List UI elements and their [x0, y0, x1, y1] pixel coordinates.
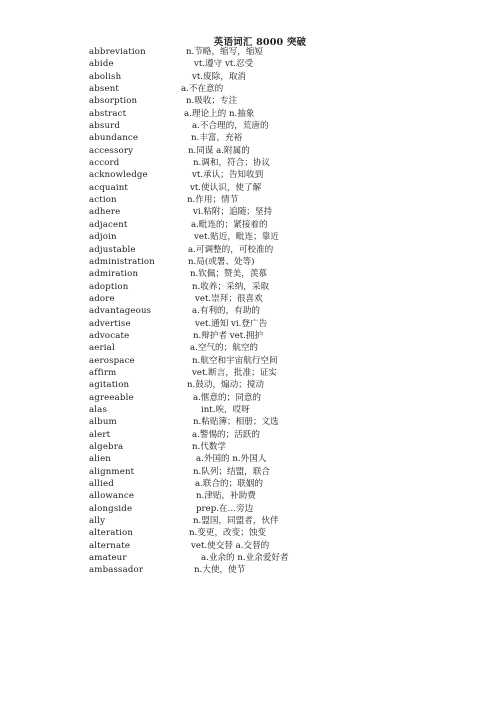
vocab-entry: [89, 342, 469, 354]
vocab-entry: [89, 478, 469, 490]
vocab-definition: a.联合的；联姻的: [195, 479, 264, 490]
vocab-entry: [89, 219, 469, 231]
vocab-entry: [89, 182, 469, 194]
vocabulary-list: [89, 46, 469, 577]
vocab-word: advantageous: [89, 306, 152, 317]
vocab-entry: [89, 206, 469, 218]
vocab-definition: n.节略，缩写，缩短: [186, 47, 264, 57]
vocab-word: allowance: [89, 491, 135, 502]
vocab-word: agreeable: [89, 392, 134, 403]
vocab-definition: a.不在意的: [181, 84, 224, 95]
vocab-entry: [89, 515, 469, 527]
vocab-word: absorption: [89, 96, 138, 107]
vocab-entry: [89, 108, 469, 120]
vocab-word: adhere: [89, 207, 121, 218]
vocab-entry: [89, 392, 469, 404]
vocab-entry: [89, 194, 469, 206]
vocab-entry: [89, 416, 469, 428]
vocab-entry: [89, 318, 469, 330]
vocab-definition: vt.废除，取消: [192, 71, 247, 82]
vocab-word: abundance: [89, 133, 139, 144]
vocab-word: algebra: [89, 442, 124, 452]
vocab-entry: [89, 169, 469, 181]
document-title: 英语词汇 8000 突破: [213, 37, 307, 48]
vocab-entry: [89, 367, 469, 379]
vocab-entry: [89, 281, 469, 293]
vocab-entry: [89, 268, 469, 280]
vocab-word: abbreviation: [89, 47, 146, 57]
vocab-definition: n.局(或署、处等): [188, 256, 255, 267]
vocab-definition: vet.贴近，毗连；靠近: [194, 232, 279, 243]
vocab-definition: a.外国的 n.外国人: [196, 454, 267, 465]
vocab-entry: [89, 441, 469, 453]
vocab-definition: n.大使，使节: [194, 565, 246, 576]
vocab-word: aerial: [89, 343, 115, 354]
vocab-definition: n.丰富，充裕: [191, 133, 243, 144]
vocab-word: allied: [89, 479, 114, 490]
vocab-definition: a.惬意的；同意的: [193, 392, 262, 403]
vocab-word: album: [89, 417, 117, 428]
vocab-word: advocate: [89, 330, 130, 341]
vocab-word: alteration: [89, 528, 134, 539]
vocab-entry: [89, 244, 469, 256]
vocab-definition: a.警惕的；活跃的: [192, 429, 261, 440]
vocab-entry: [89, 46, 469, 58]
vocab-word: acquaint: [89, 182, 129, 193]
vocab-entry: [89, 404, 469, 416]
vocab-definition: a.毗连的；紧接着的: [191, 219, 268, 230]
vocab-word: accord: [89, 158, 120, 169]
vocab-entry: [89, 293, 469, 305]
vocab-definition: a.可调整的，可校准的: [188, 244, 274, 255]
vocab-entry: [89, 58, 469, 70]
vocab-definition: n.鼓动，煽动；搅动: [187, 380, 265, 391]
vocab-definition: n.队列；结盟，联合: [193, 466, 271, 477]
vocab-entry: [89, 157, 469, 169]
vocab-definition: a.不合理的，荒唐的: [192, 121, 269, 132]
vocab-word: abolish: [89, 71, 122, 82]
vocab-definition: a.业余的 n.业余爱好者: [201, 553, 289, 564]
vocab-word: abide: [89, 59, 114, 70]
vocab-definition: vet.通知 vi.登广告: [195, 318, 268, 329]
vocab-entry: [89, 564, 469, 576]
vocab-entry: [89, 355, 469, 367]
vocab-definition: n.代数学: [192, 442, 227, 452]
vocab-definition: a.理论上的 n.抽象: [184, 108, 255, 119]
vocab-word: acknowledge: [89, 170, 148, 181]
vocab-word: admiration: [89, 269, 139, 280]
vocab-word: aerospace: [89, 355, 135, 366]
vocab-word: adoption: [89, 281, 129, 292]
vocab-word: alternate: [89, 540, 131, 551]
vocab-definition: n.航空和宇宙航行空间: [192, 355, 278, 366]
vocab-definition: int.唉，哎呀: [201, 404, 250, 415]
vocab-word: alien: [89, 454, 111, 465]
vocab-entry: [89, 379, 469, 391]
vocab-word: alongside: [89, 503, 133, 514]
vocab-entry: [89, 83, 469, 95]
vocab-word: adjustable: [89, 244, 136, 255]
vocab-entry: [89, 429, 469, 441]
vocab-word: action: [89, 195, 117, 206]
vocab-definition: vi.粘附；追随；坚持: [193, 207, 273, 218]
vocab-definition: a.有利的，有助的: [192, 306, 261, 317]
vocab-definition: n.钦佩；赞美，羡慕: [190, 269, 268, 280]
vocab-word: absurd: [89, 121, 121, 132]
vocab-entry: [89, 120, 469, 132]
vocab-word: adjoin: [89, 232, 117, 243]
vocab-definition: vt.使认识，使了解: [190, 182, 262, 193]
vocab-word: absent: [89, 84, 120, 95]
vocab-definition: n.调和，符合；协议: [193, 158, 271, 169]
vocab-entry: [89, 132, 469, 144]
vocab-entry: [89, 453, 469, 465]
vocab-entry: [89, 527, 469, 539]
vocab-entry: [89, 145, 469, 157]
vocab-word: accessory: [89, 145, 134, 156]
vocab-entry: [89, 71, 469, 83]
vocab-entry: [89, 256, 469, 268]
vocab-definition: n.同谋 a.附属的: [188, 145, 250, 156]
vocab-definition: n.粘贴簿；相册；文选: [193, 417, 279, 428]
vocab-definition: prep.在…旁边: [196, 503, 254, 514]
vocab-word: alas: [89, 404, 108, 415]
vocab-entry: [89, 95, 469, 107]
vocab-definition: vt.遵守 vt.忍受: [194, 59, 254, 70]
vocab-word: adore: [89, 293, 115, 304]
vocab-entry: [89, 540, 469, 552]
vocab-word: adjacent: [89, 219, 128, 230]
vocab-word: administration: [89, 256, 155, 267]
vocab-definition: n.盟国，同盟者，伙伴: [193, 516, 279, 527]
vocab-word: alignment: [89, 466, 135, 477]
vocab-definition: n.辩护者 vet.拥护: [193, 330, 264, 341]
vocab-definition: n.变更，改变；蚀变: [189, 528, 267, 539]
vocab-definition: vt.承认；告知收到: [192, 170, 264, 181]
vocab-definition: vet.崇拜；很喜欢: [195, 293, 263, 304]
vocab-word: ally: [89, 516, 106, 527]
vocab-entry: [89, 466, 469, 478]
vocab-word: ambassador: [89, 565, 144, 576]
vocab-word: advertise: [89, 318, 131, 329]
vocab-definition: a.空气的；航空的: [190, 343, 259, 354]
vocab-entry: [89, 490, 469, 502]
vocab-word: agitation: [89, 380, 130, 391]
vocab-definition: n.津贴，补助费: [196, 491, 256, 502]
vocab-entry: [89, 503, 469, 515]
vocab-definition: vet.使交替 a.交替的: [191, 540, 270, 551]
vocab-definition: n.吸收；专注: [186, 96, 238, 107]
vocab-entry: [89, 330, 469, 342]
vocab-word: affirm: [89, 367, 117, 378]
vocab-word: abstract: [89, 108, 127, 119]
vocab-definition: n.收养；采纳，采取: [192, 281, 270, 292]
vocab-definition: n.作用；情节: [187, 195, 239, 206]
vocab-entry: [89, 552, 469, 564]
vocab-definition: vet.断言，批准；证实: [192, 367, 277, 378]
vocab-entry: [89, 305, 469, 317]
vocab-entry: [89, 231, 469, 243]
vocab-word: alert: [89, 429, 111, 440]
vocab-word: amateur: [89, 553, 127, 564]
